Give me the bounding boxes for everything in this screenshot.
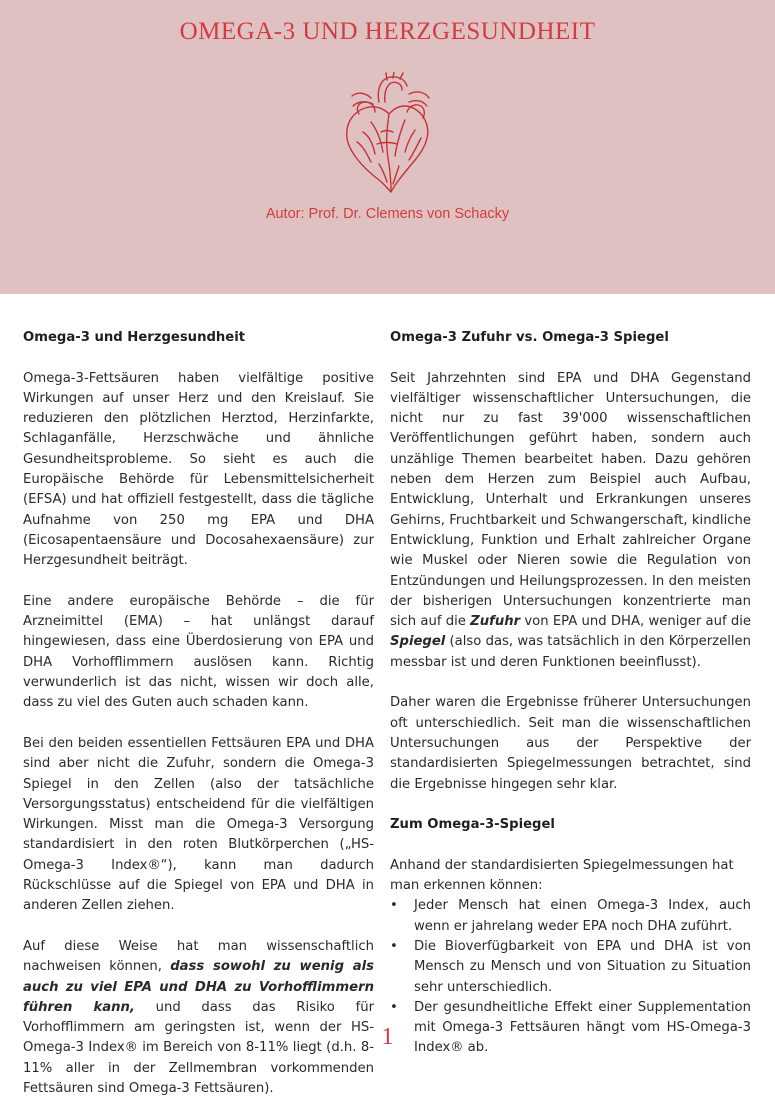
list-item-text: Jeder Mensch hat einen Omega-3 Index, auch wenn er jahrelang weder EPA noch DHA zuführt. bbox=[414, 898, 751, 934]
paragraph-text: von EPA und DHA, weniger auf die bbox=[520, 614, 752, 630]
bullet-icon: • bbox=[390, 898, 398, 914]
paragraph-text: (also das, was tatsächlich in den Körperzellen messbar ist und deren Funktionen beeinflusst). bbox=[390, 634, 751, 670]
page-number: 1 bbox=[381, 1024, 394, 1050]
paragraph: Omega-3-Fettsäuren haben vielfältige positive Wirkungen auf unser Herz und den Kreislauf. Sie reduzieren den plötzlichen Herztod, Herzinfarkte, Schlaganfälle, Herzschwäche und ähnliche Gesundheitsprobleme. So sieht es auch die Europäische Behörde für Lebensmittelsicherheit (EFSA) und hat offiziell festgestellt, dass die tägliche Aufnahme von 250 mg EPA und DHA (Eicosapentaensäure und Docosahexaensäure) zur Herzgesundheit beiträgt. bbox=[23, 370, 374, 569]
page-title: OMEGA-3 UND HERZGESUNDHEIT bbox=[179, 18, 596, 45]
right-column bbox=[390, 328, 751, 1059]
left-column bbox=[23, 328, 374, 1120]
paragraph-text: und dass das Risiko für Vorhofflimmern am geringsten ist, wenn der HS-Omega-3 Index® im Bereich von 8-11% liegt (d.h. 8-11% aller in der Zellmembran vorkommenden Fettsäuren sind Omega-3 Fettsäuren). bbox=[23, 999, 374, 1096]
paragraph: Eine andere europäische Behörde – die für Arzneimittel (EMA) – hat unlängst darauf hingewiesen, dass eine Überdosierung von EPA und DHA Vorhofflimmern auslösen kann. Richtig verwunderlich ist das nicht, wissen wir doch alle, dass zu viel des Guten auch schaden kann. bbox=[23, 593, 374, 711]
list-item-text: Der gesundheitliche Effekt einer Supplementation mit Omega-3 Fettsäuren hängt vom HS-Omega-3 Index® ab. bbox=[414, 999, 751, 1056]
paragraph-text: Seit Jahrzehnten sind EPA und DHA Gegenstand vielfältiger wissenschaftlicher Untersuchungen, die nicht nur zu fast 39'000 wissenschaftlichen Veröffentlichungen geführt haben, sondern auch unzählige Themen bearbeitet haben. Dazu gehören neben dem Herzen zum Beispiel auch Aufbau, Entwicklung, Unterhalt und Erkrankungen unseres Gehirns, Fruchtbarkeit und Schwangerschaft, kindliche Entwicklung, Funktion und Erhalt zahlreicher Organe wie Muskel oder Nieren sowie die Regulation von Entzündungen und Heilungsprozessen. In den meisten der bisherigen Untersuchungen konzentrierte man sich auf die bbox=[390, 370, 751, 630]
list-item bbox=[390, 937, 751, 998]
section-heading: Omega-3 und Herzgesundheit bbox=[23, 330, 246, 345]
section-heading: Omega-3 Zufuhr vs. Omega-3 Spiegel bbox=[390, 330, 669, 345]
emphasized-text: dass sowohl zu wenig als auch zu viel EPA und DHA zu Vorhofflimmern führen kann, bbox=[23, 959, 375, 1015]
bullet-icon: • bbox=[390, 938, 398, 954]
paragraph: Anhand der standardisierten Spiegelmessungen hat man erkennen können: bbox=[390, 857, 734, 894]
emphasized-text: Zufuhr bbox=[470, 614, 521, 630]
paragraph: Bei den beiden essentiellen Fettsäuren EPA und DHA sind aber nicht die Zufuhr, sondern die Omega-3 Spiegel in den Zellen (also der tatsächliche Versorgungsstatus) entscheidend für die vielfältigen Wirkungen. Misst man die Omega-3 Versorgung standardisiert in den roten Blutkörperchen („HS-Omega-3 Index®“), kann man dadurch Rückschlüsse auf die Spiegel von EPA und DHA in anderen Zellen ziehen. bbox=[23, 735, 374, 914]
section-heading: Zum Omega-3-Spiegel bbox=[390, 817, 555, 833]
paragraph: Daher waren die Ergebnisse früherer Untersuchungen oft unterschiedlich. Seit man die wissenschaftlichen Untersuchungen aus der Perspektive der standardisierten Spiegelmessungen betrachtet, sind die Ergebnisse hingegen sehr klar. bbox=[390, 695, 751, 792]
bullet-icon: • bbox=[390, 999, 398, 1015]
paragraph-text: Auf diese Weise hat man wissenschaftlich nachweisen können, bbox=[23, 938, 374, 975]
emphasized-text: Spiegel bbox=[390, 634, 446, 650]
paragraph bbox=[390, 369, 751, 673]
header-banner bbox=[0, 0, 775, 294]
list-item bbox=[390, 896, 751, 937]
list-item-text: Die Bioverfügbarkeit von EPA und DHA ist von Mensch zu Mensch und von Situation zu Situation sehr unterschiedlich. bbox=[414, 938, 751, 995]
paragraph bbox=[23, 937, 374, 1099]
anatomical-heart-icon bbox=[335, 72, 439, 194]
author-line: Autor: Prof. Dr. Clemens von Schacky bbox=[265, 206, 510, 222]
